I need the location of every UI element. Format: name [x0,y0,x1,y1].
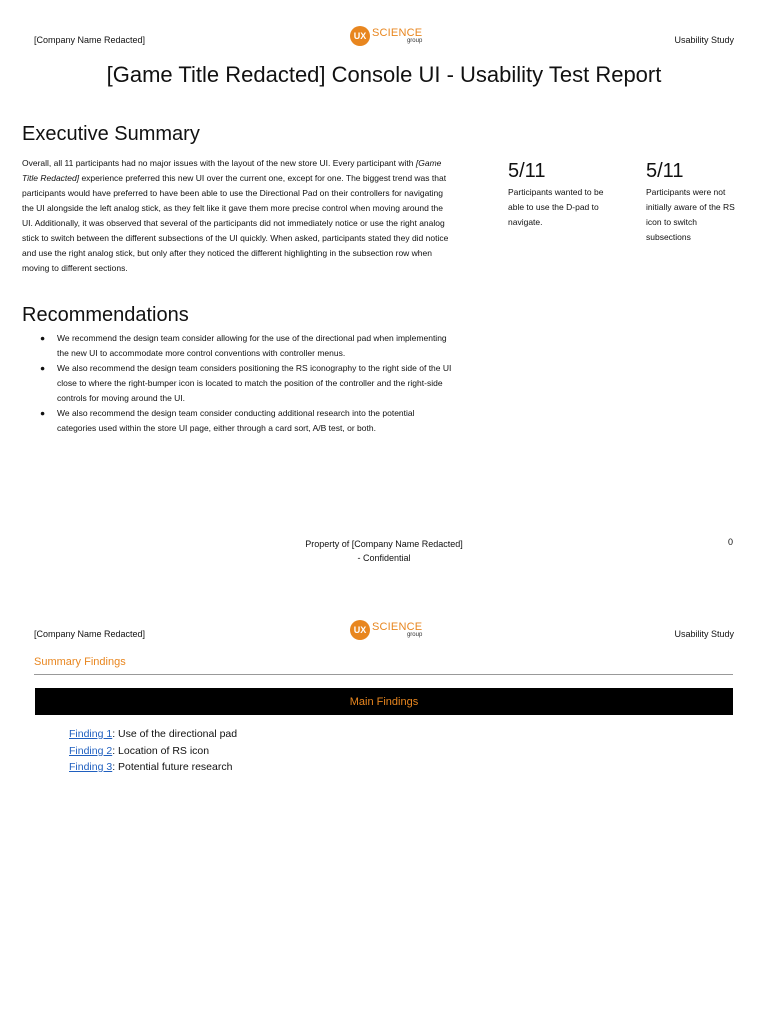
finding-1-link[interactable]: Finding 1 [69,728,113,740]
header-company: [Company Name Redacted] [34,629,146,639]
logo-ux-circle: UX [350,26,370,46]
recommendations-heading: Recommendations [22,304,189,326]
bullet: ● [40,333,46,343]
recommendations-list [22,331,452,436]
stat-rs-icon [646,160,742,245]
uxscience-logo [350,620,422,640]
finding-row: Finding 3: Potential future research [69,761,233,773]
recommendation-item: ● We also recommend the design team consider conducting additional research into the potential categories used within the store UI page, either through a card sort, A/B test, or both. [40,408,415,433]
page-number: 0 [727,537,733,547]
section-divider [34,674,733,675]
stat-value: 5/11 [508,160,546,182]
bullet: ● [40,408,46,418]
main-findings-bar: Main Findings [35,688,733,715]
header-study: Usability Study [674,629,734,639]
stat-value: 5/11 [646,160,684,182]
footer-property: Property of [Company Name Redacted] - Confidential [305,539,463,563]
logo-group-text: group [406,38,423,44]
bullet: ● [40,363,46,373]
logo-science-text: SCIENCE [372,621,423,633]
executive-summary-heading: Executive Summary [22,123,200,145]
finding-3-link[interactable]: Finding 3 [69,761,113,773]
logo-science-text: SCIENCE [372,27,423,39]
summary-findings-title: Summary Findings [34,656,126,668]
stat-description: Participants were not initially aware of the RS icon to switch subsections [646,187,735,242]
stat-description: Participants wanted to be able to use the D-pad to navigate. [508,187,604,227]
finding-row: Finding 1: Use of the directional pad [69,728,238,740]
stat-dpad [508,160,613,230]
recommendation-item: ● We also recommend the design team considers positioning the RS iconography to the right side of the UI close to where the right-bumper icon is located to match the position of the controller and the right-side controls for moving around the UI. [40,363,452,403]
findings-list [69,726,237,776]
uxscience-logo [350,26,422,46]
executive-summary-text: Overall, all 11 participants had no major issues with the layout of the new store UI. Every participant with [Game Title Redacted] experience preferred this new UI over the current one, except for one. The biggest trend was that participants would have preferred to have been able to use the Directional Pad on their controllers for navigating the UI alongside the left analog stick, as they felt like it gave them more precise control when moving around the UI. Additionally, it was observed that several of the participants did not immediately notice or use the right analog stick to switch between the different subsections of the UI quickly. When asked, participants stated they did notice and use the right analog stick, but only after they noticed the different highlighting in the subsection row when moving to different sections. [22,158,449,273]
header-study: Usability Study [674,35,734,45]
finding-2-link[interactable]: Finding 2 [69,744,113,757]
logo-ux-circle: UX [350,620,370,640]
logo-group-text: group [406,632,423,638]
recommendation-item: ● We recommend the design team consider allowing for the use of the directional pad when implementing the new UI to accommodate more control conventions with controller menus. [40,333,447,358]
finding-row: Finding 2: Location of RS icon [69,744,210,757]
game-title-italic: [Game Title Redacted] [22,158,442,183]
header-company: [Company Name Redacted] [34,35,146,45]
report-title: [Game Title Redacted] Console UI - Usability Test Report [106,62,662,87]
